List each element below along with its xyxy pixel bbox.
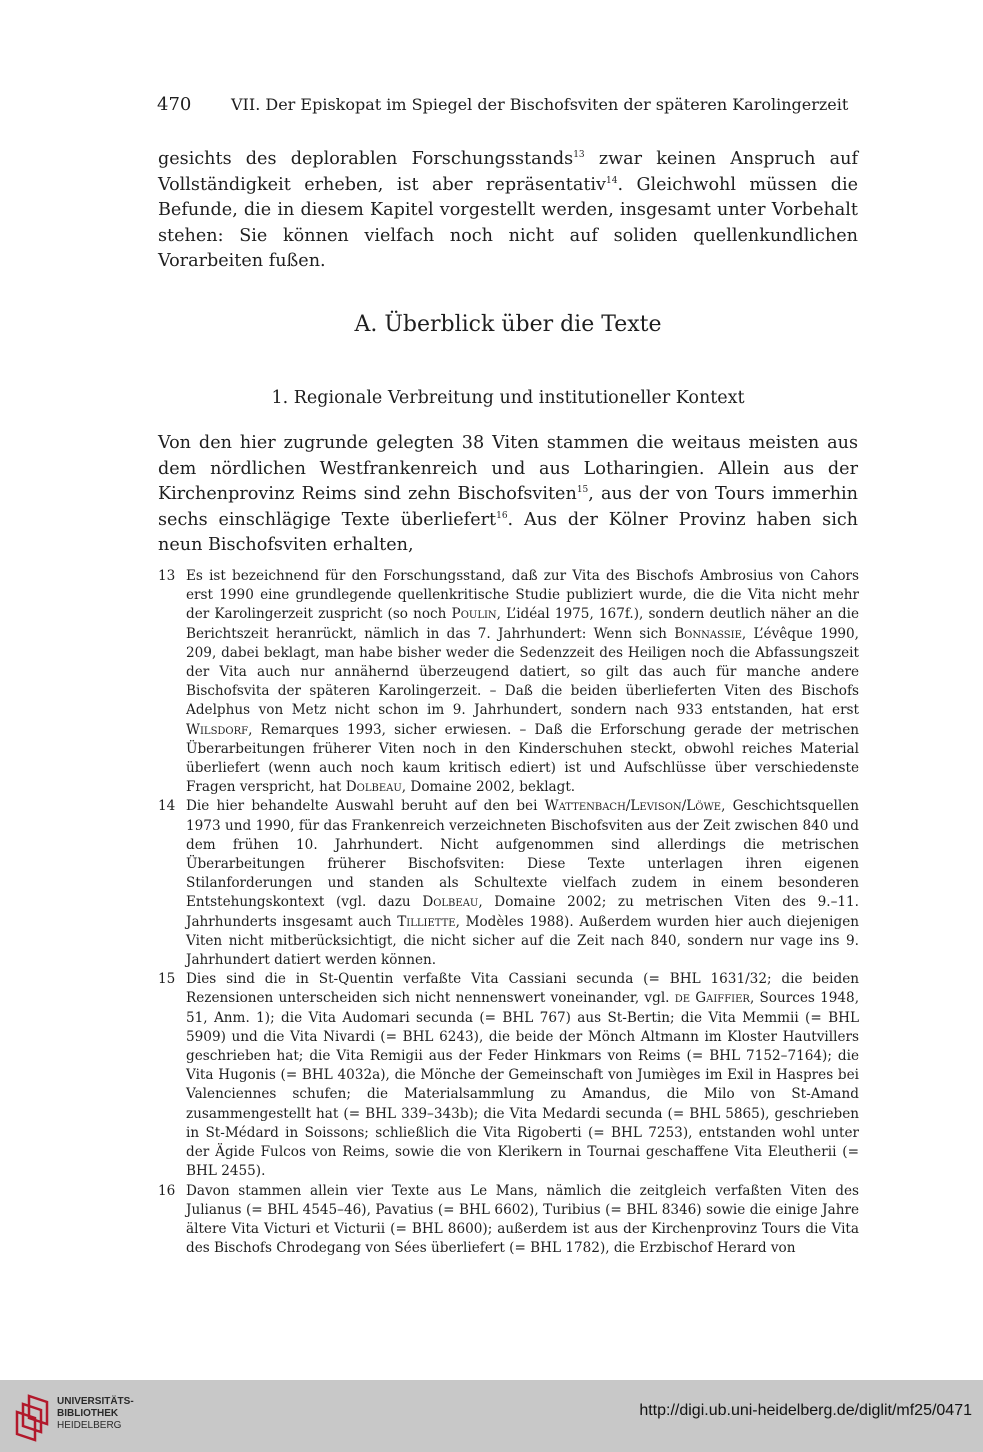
footnotes [158,567,859,1258]
author-name: Dolbeau [345,779,402,796]
footnote-ref-15[interactable]: 15 [576,485,589,495]
footnote-ref-14[interactable]: 14 [605,175,618,186]
footnote-14 [158,797,859,970]
footnote-ref-16[interactable]: 16 [496,510,508,521]
library-name-line: HEIDELBERG [57,1420,122,1431]
author-name: Bonnassie [674,625,742,642]
sub-heading: 1. Regionale Verbreitung und institutioneller Kontext [271,388,745,408]
para-text-3: . Aus der Kölner Provinz haben sich neun Bischofsviten erhalten, [158,509,858,555]
library-name-line: UNIVERSITÄTS- [57,1396,134,1407]
footnote-text: , Domaine 2002; zu metrischen Viten des 9.–11. Jahrhunderts insgesamt auch [186,894,859,930]
footnote-text: , L’évêque 1990, 209, dabei beklagt, man habe bisher weder die Sedenzzeit des Heiligen noch die Abfassungszeit der Vita auch nur annähernd überzeugend datiert, so gilt das auch für manche andere Bischofsvita der späteren Karolingerzeit. – Daß die beiden überlieferten Viten des Bischofs Adelphus von Metz nicht schon im 9. Jahrhundert, sondern nach 933 entstanden, hat erst [186,625,859,719]
footnote-text: , Sources 1948, 51, Anm. 1); die Vita Audomari secunda (= BHL 767) aus St-Bertin; die Vita Memmii (= BHL 5909) und die Vita Nivardi (= BHL 6243), die beide der Mönch Altmann im Kloster Hautvillers geschrieben hat; die Vita Remigii aus der Feder Hinkmars von Reims (= BHL 7152–7164); die Vita Hugonis (= BHL 4032a), die Mönche der Gemeinschaft von Jumièges im Exil in Haspres bei Valenciennes schufen; die Materialsammlung zu Amandus, die Milo von St-Amand zusammengestellt hat (= BHL 339–343b); die Vita Medardi secunda (= BHL 5865), geschrieben in St-Médard in Soissons; schließlich die Vita Rigoberti (= BHL 7253), entstanden wohl unter der Ägide Fulcos von Reims, sowie die von Klerikern in Tournai geschaffene Vita Eleutherii (= BHL 2455). [186,990,860,1180]
intro-text-2: zwar keinen Anspruch auf Vollständigkeit erheben, ist aber repräsentativ [158,149,858,195]
footnote-text: , Modèles 1988). Außerdem wurden hier auch diejenigen Viten nicht mitberücksichtigt, die nicht sicher auf die Zeit nach 840, sondern nur vage ins 9. Jahrhundert datiert werden können. [186,913,859,969]
footnote-text: , Remarques 1993, sicher erwiesen. – Daß die Erforschung gerade der metrischen Überarbeitungen früherer Viten noch in den Kinderschuhen steckt, obwohl reiches Material überliefert (wenn auch noch kaum kritisch ediert) ist und Aufschlüsse über verschiedenste Fragen verspricht, hat [186,721,859,796]
page-number: 470 [157,94,192,115]
library-footer-bar [0,1380,983,1452]
footnote-number: 15 [158,971,176,988]
intro-text-1: gesichts des deplorablen Forschungsstands [158,149,574,169]
footnote-13 [158,567,859,797]
footnote-16 [158,1182,859,1259]
library-logo-icon [13,1390,53,1442]
footnote-number: 14 [158,798,176,815]
footnote-text: Die hier behandelte Auswahl beruht auf den bei [186,798,545,815]
footnote-number: 13 [158,568,176,584]
author-name: Tilliette [397,913,456,930]
permalink-url[interactable]: http://digi.ub.uni-heidelberg.de/diglit/mf25/0471 [639,1402,972,1419]
footnote-text: Es ist bezeichnend für den Forschungsstand, daß zur Vita des Bischofs Ambrosius von Cahors erst 1990 eine grundlegende quellenkritische Studie publiziert wurde, die die Vita nicht mehr der Karolingerzeit zuspricht (so noch [186,568,859,623]
footnote-number: 16 [158,1182,176,1199]
para-text-1: Von den hier zugrunde gelegten 38 Viten stammen die weitaus meisten aus dem nördlichen Westfrankenreich und aus Lotharingien. Allein aus der Kirchenprovinz Reims sind zehn Bischofsviten [158,433,858,504]
author-name: Dolbeau [422,894,479,911]
footnote-text: , Domaine 2002, beklagt. [401,779,576,796]
intro-text-3: . Gleichwohl müssen die Befunde, die in diesem Kapitel vorgestellt werden, insgesamt unter Vorbehalt stehen: Sie können vielfach noch nicht auf soliden quellenkundlichen Vorarbeiten fußen. [158,174,858,271]
footnote-text: Davon stammen allein vier Texte aus Le Mans, nämlich die zeitgleich verfaßten Viten des Julianus (= BHL 4545–46), Pavatius (= BHL 6602), Turibius (= BHL 8346) sowie die einige Jahre ältere Vita Victuri et Victurii (= BHL 8600); außerdem ist aus der Kirchenprovinz Tours die Vita des Bischofs Chrodegang von Sées überliefert (= BHL 1782), die Erzbischof Herard von [186,1182,859,1257]
running-title: VII. Der Episkopat im Spiegel der Bischofsviten der späteren Karolingerzeit [231,95,849,114]
footnote-text: Dies sind die in St-Quentin verfaßte Vita Cassiani secunda (= BHL 1631/32; die beiden Rezensionen unterscheiden sich nicht nennenswert voneinander, vgl. [186,971,859,1007]
library-name-line: BIBLIOTHEK [57,1408,119,1419]
library-name [57,1396,134,1432]
footnote-text: , Geschichtsquellen 1973 und 1990, für das Frankenreich verzeichneten Bischofsviten aus der Zeit zwischen 840 und dem frühen 10. Jahrhundert. Nicht aufgenommen sind allerdings die metrischen Überarbeitungen früherer Bischofsviten: Diese Texte unterlagen ihren eigenen Stilanforderungen und standen als Schultexte vielfach zudem in einem besonderen Entstehungskontext (vgl. dazu [186,798,860,911]
body-paragraph [158,431,858,559]
section-heading: A. Überblick über die Texte [354,312,662,337]
footnote-ref-13[interactable]: 13 [573,150,585,160]
author-name: Wilsdorf [186,721,249,738]
footnote-text: , L’idéal 1975, 167f.), sondern deutlich näher an die Berichtszeit heranrückt, nämlich in das 7. Jahrhundert: Wenn sich [186,606,859,642]
author-name: Wattenbach/Levison/Löwe [544,798,722,815]
para-text-2: , aus der von Tours immerhin sechs einschlägige Texte überliefert [158,484,858,530]
intro-paragraph [158,147,858,275]
footnote-15 [158,970,859,1181]
author-name: Poulin [451,606,497,623]
author-name: de Gaiffier [674,990,750,1007]
running-header [157,92,857,118]
